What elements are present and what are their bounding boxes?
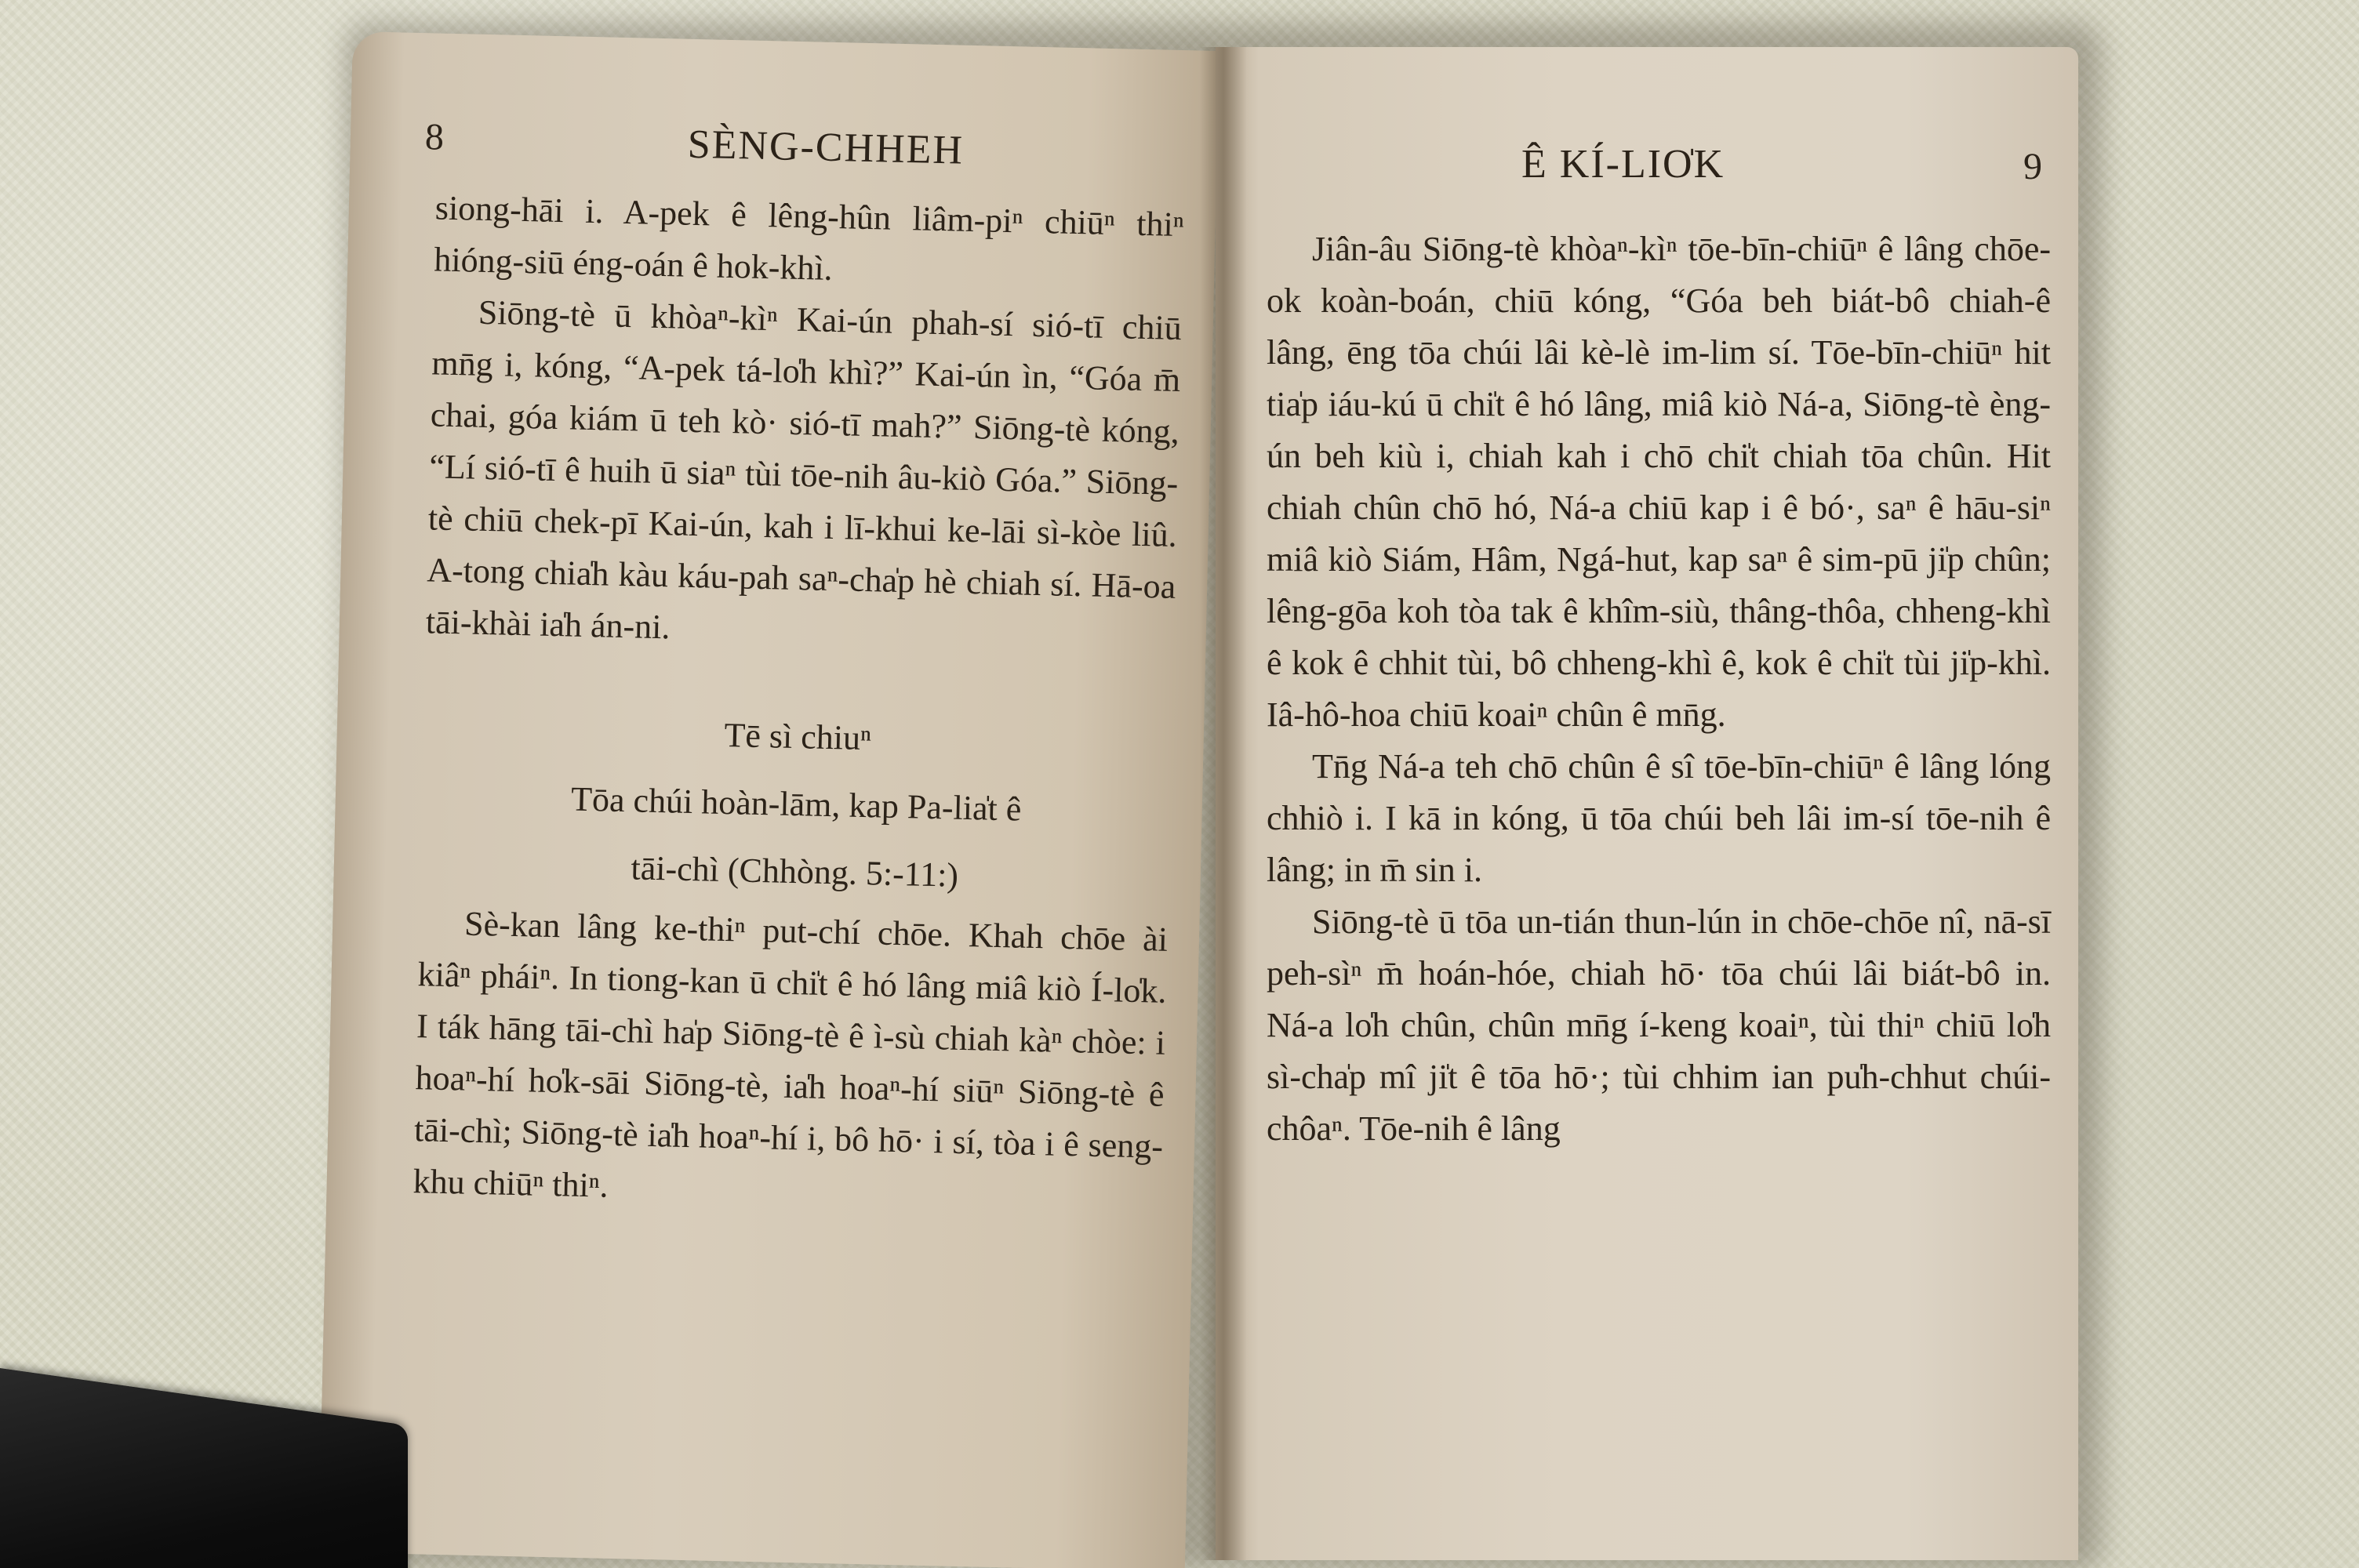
right-paragraph-1: Jiân-âu Siōng-tè khòaⁿ-kìⁿ tōe-bīn-chiūⁿ ê lâng chōe-ok koàn-boán, chiū kóng, “Góa beh biát-bô chiah-ê lâng, ēng tōa chúi lâi kè-lè im-lim sí. Tōe-bīn-chiūⁿ hit tia̍p iáu-kú ū chi̍t ê hó lâng, miâ kiò Ná-a, Siōng-tè èng-ún beh kiù i, chiah kah i chō chi̍t chiah tōa chûn. Hit chiah chûn chō hó, Ná-a chiū kap i ê bó·, saⁿ ê hāu-siⁿ miâ kiò Siám, Hâm, Ngá-hut, kap saⁿ ê sim-pū ji̍p chûn; lêng-gōa koh tòa tak ê khîm-siù, thâng-thôa, chheng-khì ê kok ê chhit tùi, bô chheng-khì ê, kok ê chi̍t tùi ji̍p-khì. Iâ-hô-hoa chiū koaiⁿ chûn ê mn̄g. [1267, 230, 2051, 734]
right-paragraph-2: Tn̄g Ná-a teh chō chûn ê sî tōe-bīn-chiūⁿ ê lâng lóng chhiò i. I kā in kóng, ū tōa chúi beh lâi im-sí tōe-nih ê lâng; in m̄ sin i. [1267, 747, 2051, 889]
left-page-number: 8 [424, 116, 445, 158]
section-paragraph: Sè-kan lâng ke-thiⁿ put-chí chōe. Khah chōe ài kiâⁿ pháiⁿ. In tiong-kan ū chi̍t ê hó lâng miâ kiò Í-lo̍k. I ták hāng tāi-chì ha̍p Siōng-tè ê ì-sù chiah kàⁿ chòe: i hoaⁿ-hí ho̍k-sāi Siōng-tè, ia̍h hoaⁿ-hí siūⁿ Siōng-tè ê tāi-chì; Siōng-tè ia̍h hoaⁿ-hí i, bô hō· i sí, tòa i ê seng-khu chiūⁿ thiⁿ. [413, 904, 1169, 1205]
right-page-number: 9 [2023, 146, 2042, 187]
left-paragraph-2: Siōng-tè ū khòaⁿ-kìⁿ Kai-ún phah-sí sió-tī chiū mn̄g i, kóng, “A-pek tá-lo̍h khì?” Kai-ún ìn, “Góa m̄ chai, góa kiám ū teh kò· sió-tī mah?” Siōng-tè kóng, “Lí sió-tī ê huih ū siaⁿ tùi tōe-nih âu-kiò Góa.” Siōng-tè chiū chek-pī Kai-ún, kah i lī-khui ke-lāi sì-kòe liû. A-tong chia̍h kàu káu-pah saⁿ-cha̍p hè chiah sí. Hā-oa tāi-khài ia̍h án-ni. [425, 292, 1183, 647]
book-gutter [1200, 47, 1247, 1560]
left-page [318, 31, 1219, 1568]
right-paragraph-3: Siōng-tè ū tōa un-tián thun-lún in chōe-chōe nî, nā-sī peh-sìⁿ m̄ hoán-hóe, chiah hō· tōa chúi lâi biát-bô in. Ná-a lo̍h chûn, chûn mn̄g í-keng koaiⁿ, tùi thiⁿ chiū lo̍h sì-cha̍p mî ji̍t ê tōa hō·; tùi chhim ian pu̍h-chhut chúi-chôaⁿ. Tōe-nih ê lâng [1267, 902, 2051, 1148]
left-paragraph-1: siong-hāi i. A-pek ê lêng-hûn liâm-piⁿ chiūⁿ thiⁿ hióng-siū éng-oán ê hok-khì. [433, 188, 1185, 288]
left-running-head: SÈNG-CHHEH [687, 122, 965, 173]
right-body-text [1267, 223, 2051, 1155]
right-page [1216, 47, 2078, 1560]
right-running-head: Ê KÍ-LIO̍K [1521, 142, 1725, 187]
section-subtitle-line-1: Tōa chúi hoàn-lām, kap Pa-lia̍t ê [570, 779, 1022, 829]
section-subtitle-line-2: tāi-chì (Chhòng. 5:-11:) [631, 848, 959, 895]
section-title: Tē sì chiuⁿ [724, 715, 872, 758]
left-body-text [413, 182, 1184, 1224]
